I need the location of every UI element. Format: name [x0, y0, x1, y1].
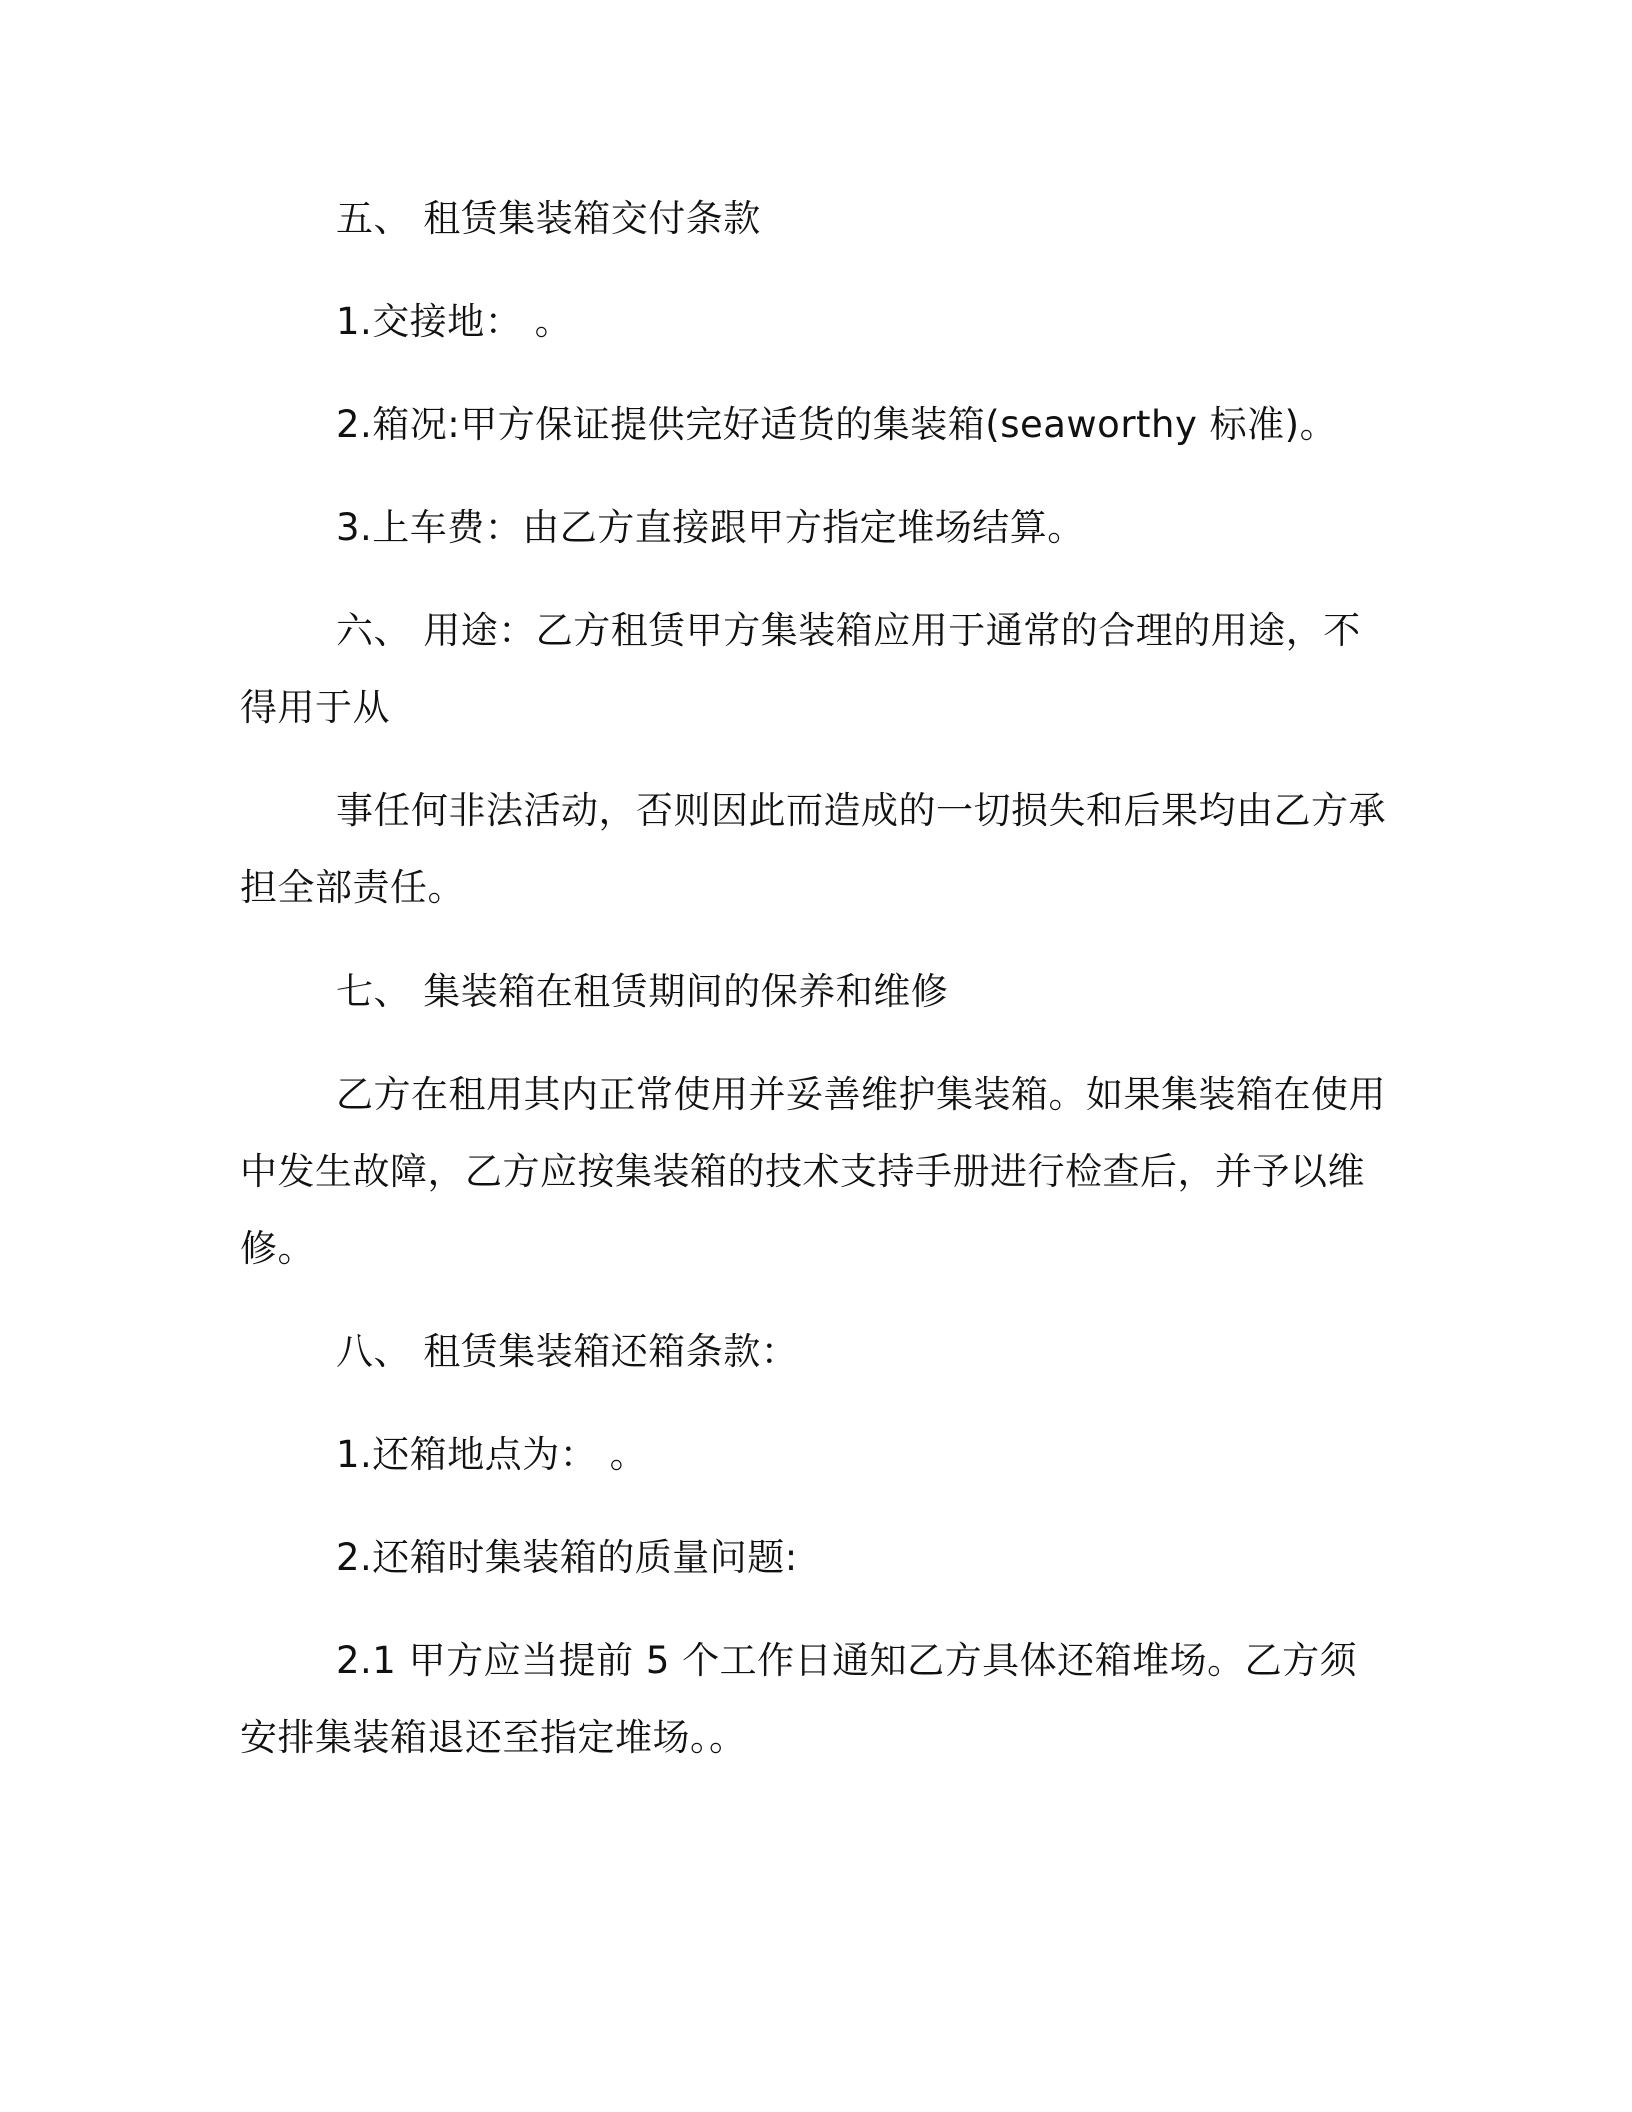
clause-8-1: 1.还箱地点为： 。 [336, 1433, 648, 1476]
clause-6-body: 事任何非法活动，否则因此而造成的一切损失和后果均由乙方承担全部责任。 [240, 789, 1386, 909]
clause-5-1: 1.交接地： 。 [336, 300, 573, 343]
clause-7-body: 乙方在租用其内正常使用并妥善维护集装箱。如果集装箱在使用中发生故障，乙方应按集装箱的技术支持手册进行检查后，并予以维修。 [240, 1073, 1386, 1270]
section-7-heading: 七、 集装箱在租赁期间的保养和维修 [336, 970, 949, 1013]
clause-8-2: 2.还箱时集装箱的质量问题: [336, 1536, 798, 1579]
clause-5-3: 3.上车费：由乙方直接跟甲方指定堆场结算。 [336, 506, 1085, 549]
section-6-heading: 六、 用途：乙方租赁甲方集装箱应用于通常的合理的用途，不得用于从 [240, 609, 1361, 729]
clause-8-2-1: 2.1 甲方应当提前 5 个工作日通知乙方具体还箱堆场。乙方须安排集装箱退还至指定堆场。。 [240, 1639, 1358, 1759]
clause-5-2: 2.箱况:甲方保证提供完好适货的集装箱(seaworthy 标准)。 [336, 403, 1338, 446]
section-8-heading: 八、 租赁集装箱还箱条款： [336, 1330, 799, 1373]
section-5-heading: 五、 租赁集装箱交付条款 [336, 197, 761, 240]
